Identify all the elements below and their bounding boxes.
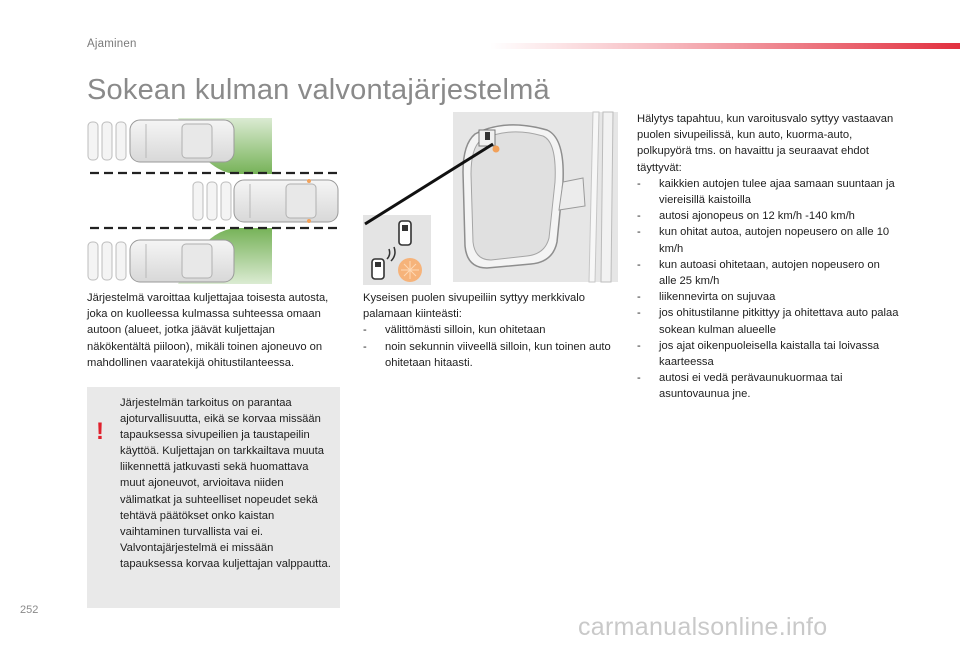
- exclamation-icon: !: [96, 418, 104, 445]
- conditions-intro: Hälytys tapahtuu, kun varoitusvalo syttyy vastaavan puolen sivupeilissä, kun auto, kuorma-auto, polkupyörä tms. on havaittu ja seuraavat ehdot täyttyvät:: [637, 113, 894, 174]
- header-accent-bar: [490, 43, 960, 49]
- lamp-intro: Kyseisen puolen sivupeiliin syttyy merkkivalo palamaan kiinteästi:: [363, 292, 585, 321]
- van-middle: [234, 179, 338, 223]
- list-item: - noin sekunnin viiveellä silloin, kun toinen auto ohitetaan hitaasti.: [363, 340, 611, 369]
- conditions-list: [637, 176, 899, 403]
- page-title: Sokean kulman valvontajärjestelmä: [87, 74, 550, 106]
- watermark: carmanualsonline.info: [578, 613, 828, 641]
- van-top: [130, 120, 234, 162]
- page-number: 252: [20, 604, 39, 616]
- alert-conditions: [637, 111, 899, 403]
- list-item: - välittömästi silloin, kun ohitetaan: [363, 322, 613, 338]
- intro-paragraph: Järjestelmä varoittaa kuljettajaa toisesta autosta, joka on kuolleessa kulmassa suhteessa omaan autoon (alueet, jotka jäävät kuljettajan näkökentältä piiloon), mikäli toinen ajoneuvo on mahdollinen vaaratekijä ohitustilanteessa.: [87, 292, 329, 369]
- mirror-lamp-icon: [363, 215, 431, 285]
- warning-text-2: Valvontajärjestelmä ei missään tapauksessa korvaa kuljettajan valppautta.: [120, 541, 331, 570]
- blind-spot-illustration: [86, 112, 346, 292]
- list-item: - liikennevirta on sujuvaa: [637, 291, 776, 304]
- van-bottom: [130, 240, 234, 282]
- warning-text: [120, 395, 334, 572]
- list-item: - kun autoasi ohitetaan, autojen nopeusero on alle 25 km/h: [637, 258, 880, 288]
- list-item: - jos ajat oikenpuoleisella kaistalla tai loivassa kaarteessa: [637, 339, 880, 369]
- side-mirror-illustration: [435, 112, 620, 282]
- dash: -: [363, 340, 367, 353]
- lamp-list: [363, 322, 613, 371]
- list-item: - jos ohitustilanne pitkittyy ja ohitettava auto palaa sokean kulman alueelle: [637, 307, 899, 336]
- list-item: - kun ohitat autoa, autojen nopeusero on alle 10 km/h: [637, 226, 890, 255]
- list-item: - kaikkien autojen tulee ajaa samaan suuntaan ja viereisillä kaistoilla: [637, 177, 895, 207]
- list-item: - autosi ei vedä perävaunukuormaa tai asuntovaunua jne.: [637, 372, 843, 401]
- section-label: Ajaminen: [87, 38, 137, 50]
- warning-text-1: Järjestelmän tarkoitus on parantaa ajoturvallisuutta, eikä se korvaa missään tapauksessa sivupeilien ja taustapeilin käyttöä. Kuljettajan on tarkkailtava muuta liikennettä jatkuvasti sekä huomattava muut ajoneuvot, arvioitava niiden välimatkat ja suhteelliset nopeudet sekä tehtävä päätökset onko kaistan vaihtaminen turvallista vai ei.: [120, 397, 324, 538]
- lamp-description: [363, 290, 613, 371]
- dash: -: [363, 324, 367, 337]
- list-item: - autosi ajonopeus on 12 km/h -140 km/h: [637, 210, 855, 223]
